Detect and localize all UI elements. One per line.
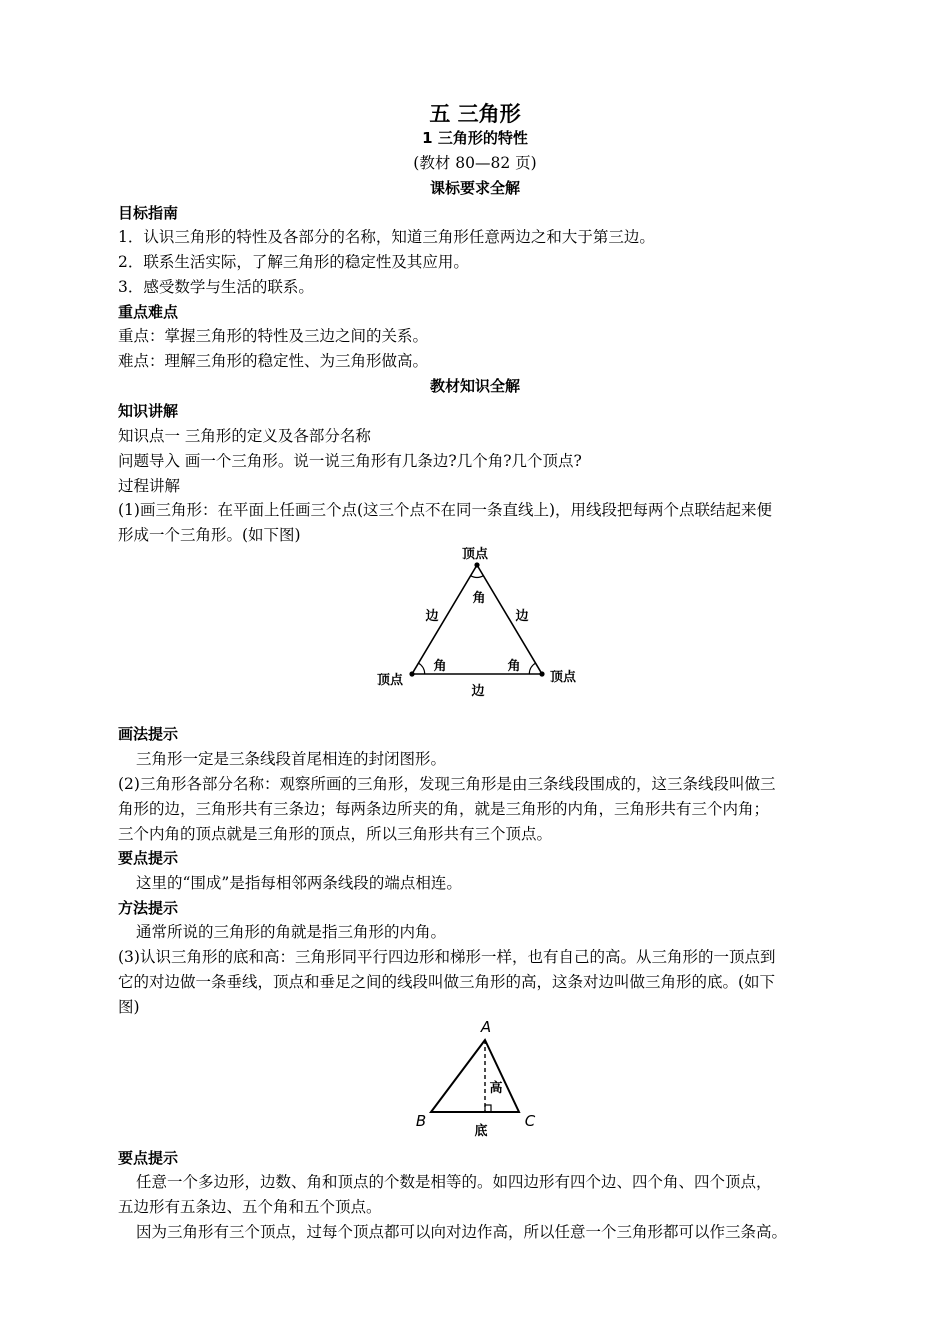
angle-label-left: 角 <box>433 659 447 674</box>
knowledge-heading: 知识讲解 <box>118 402 179 420</box>
vertex-dot-right <box>539 671 544 676</box>
method-tip-text: 通常所说的三角形的角就是指三角形的内角。 <box>136 923 447 941</box>
method-tip-heading: 方法提示 <box>118 899 179 917</box>
vertex-label-b: B <box>415 1112 427 1130</box>
part2-line1: (2)三角形各部分名称：观察所画的三角形，发现三角形是由三条线段围成的，这三条线段叫做三 <box>118 775 776 793</box>
part1-line2: 形成一个三角形。(如下图) <box>118 526 301 544</box>
key-tip2-line2: 五边形有五条边、五个角和五个顶点。 <box>118 1198 382 1216</box>
part2-line2: 角形的边，三角形共有三条边；每两条边所夹的角，就是三角形的内角，三角形共有三个内角； <box>118 800 770 818</box>
drawing-tip-text: 三角形一定是三条线段首尾相连的封闭图形。 <box>136 750 447 768</box>
triangle-abc <box>431 1040 519 1112</box>
key-difficulty: 难点：理解三角形的稳定性、为三角形做高。 <box>118 352 429 370</box>
question-intro: 问题导入 画一个三角形。说一说三角形有几条边?几个角?几个顶点? <box>118 452 582 470</box>
angle-arc-left <box>419 663 425 674</box>
part3-line1: (3)认识三角形的底和高：三角形同平行四边形和梯形一样，也有自己的高。从三角形的一顶点到 <box>118 948 776 966</box>
part1-line1: (1)画三角形：在平面上任画三个点(这三个点不在同一条直线上)，用线段把每两个点联结起来便 <box>118 501 773 519</box>
section-heading-knowledge: 教材知识全解 <box>429 377 520 395</box>
key-points-heading: 重点难点 <box>118 303 179 321</box>
textbook-pages: (教材 80—82 页) <box>413 154 537 172</box>
knowledge-point-1: 知识点一 三角形的定义及各部分名称 <box>118 427 371 445</box>
drawing-tip-heading: 画法提示 <box>118 725 179 743</box>
side-label-left: 边 <box>425 609 439 624</box>
triangle-parts-figure <box>362 543 592 703</box>
process-heading: 过程讲解 <box>118 477 181 495</box>
right-angle-mark <box>485 1105 491 1112</box>
part3-line3: 图) <box>118 998 140 1016</box>
vertex-label-c: C <box>524 1112 536 1130</box>
side-label-right: 边 <box>515 609 529 624</box>
goals-heading: 目标指南 <box>118 204 179 222</box>
angle-arc-right <box>529 663 535 674</box>
key-tip-text: 这里的“围成”是指每相邻两条线段的端点相连。 <box>136 874 462 892</box>
vertex-dot-left <box>409 671 414 676</box>
key-tip2-heading: 要点提示 <box>118 1149 179 1167</box>
key-tip2-line1: 任意一个多边形，边数、角和顶点的个数是相等的。如四边形有四个边、四个角、四个顶点， <box>136 1173 772 1191</box>
key-tip-heading: 要点提示 <box>118 849 179 867</box>
vertex-label-top: 顶点 <box>461 547 489 562</box>
angle-arc-top <box>471 576 484 578</box>
section-heading-curriculum: 课标要求全解 <box>429 179 520 197</box>
height-label: 高 <box>489 1081 503 1096</box>
key-tip2-line3: 因为三角形有三个顶点，过每个顶点都可以向对边作高，所以任意一个三角形都可以作三条高。 <box>136 1223 788 1241</box>
page-title: 五 三角形 <box>429 102 521 126</box>
vertex-label-a: A <box>480 1018 492 1036</box>
part3-line2: 它的对边做一条垂线，顶点和垂足之间的线段叫做三角形的高，这条对边叫做三角形的底。(如下 <box>118 973 776 991</box>
vertex-label-right: 顶点 <box>549 670 577 685</box>
goal-item-1: 1．认识三角形的特性及各部分的名称，知道三角形任意两边之和大于第三边。 <box>118 228 655 246</box>
goal-item-2: 2．联系生活实际，了解三角形的稳定性及其应用。 <box>118 253 469 271</box>
vertex-label-left: 顶点 <box>376 673 404 688</box>
goal-item-3: 3．感受数学与生活的联系。 <box>118 278 314 296</box>
angle-label-top: 角 <box>472 591 486 606</box>
angle-label-right: 角 <box>507 659 521 674</box>
triangle-height-figure <box>408 1013 548 1145</box>
lesson-subtitle: 1 三角形的特性 <box>422 129 528 147</box>
key-focus: 重点：掌握三角形的特性及三边之间的关系。 <box>118 327 429 345</box>
base-label: 底 <box>474 1124 488 1139</box>
vertex-dot-top <box>474 562 479 567</box>
part2-line3: 三个内角的顶点就是三角形的顶点，所以三角形共有三个顶点。 <box>118 825 553 843</box>
side-label-bottom: 边 <box>471 684 485 699</box>
